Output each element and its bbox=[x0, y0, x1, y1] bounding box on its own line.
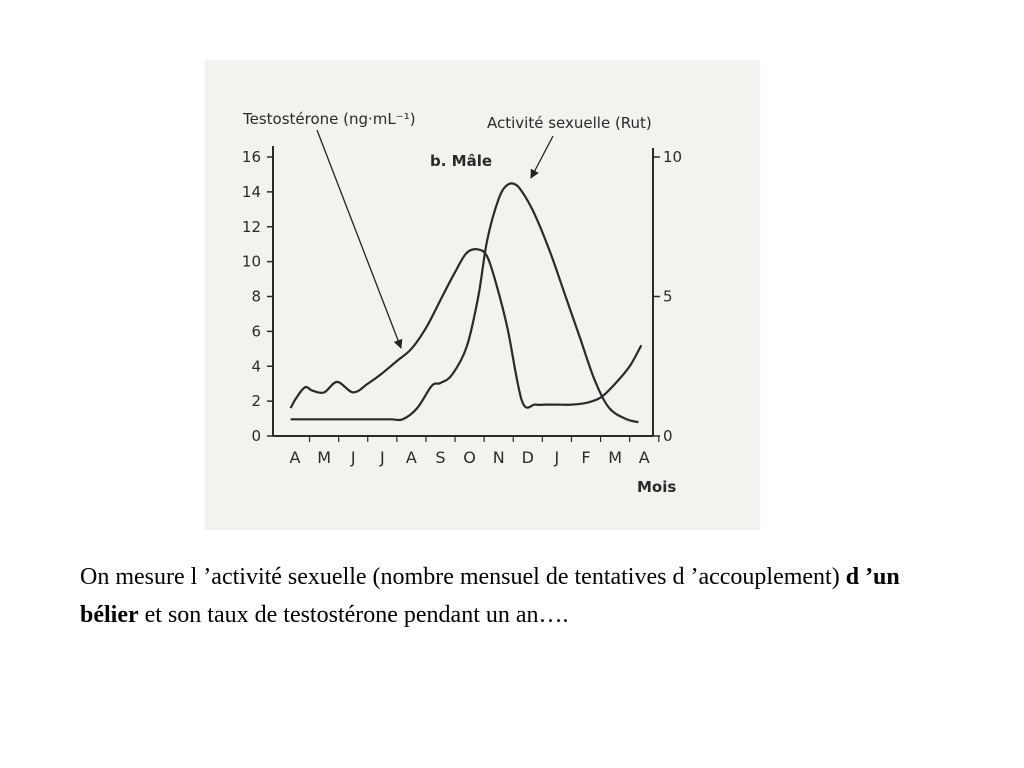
right-tick-label: 0 bbox=[663, 427, 673, 445]
caption-text-2: et son taux de testostérone pendant un an…. bbox=[138, 602, 569, 628]
x-tick-label: M bbox=[608, 448, 623, 467]
caption-text-1: On mesure l ’activité sexuelle (nombre mensuel de tentatives d ’accouplement) bbox=[80, 564, 846, 590]
left-tick-label: 10 bbox=[241, 252, 261, 271]
x-tick-label: J bbox=[350, 448, 356, 467]
x-tick-label: J bbox=[554, 448, 560, 467]
x-tick-label: A bbox=[638, 448, 650, 467]
left-tick-label: 2 bbox=[251, 392, 261, 411]
testosterone-pointer-arrow bbox=[317, 130, 401, 348]
caption-bold-text: d ’un bélier bbox=[80, 564, 900, 628]
left-tick-label: 14 bbox=[241, 182, 261, 201]
caption-paragraph bbox=[80, 558, 960, 634]
right-axis-ticks bbox=[653, 148, 682, 445]
chart-svg bbox=[205, 60, 760, 530]
chart-figure bbox=[205, 60, 760, 530]
left-tick-label: 12 bbox=[241, 217, 261, 236]
x-tick-label: N bbox=[492, 448, 505, 467]
x-tick-label: A bbox=[405, 448, 417, 467]
x-axis-ticks bbox=[290, 436, 659, 467]
x-tick-label: J bbox=[379, 448, 385, 467]
left-axis-ticks bbox=[242, 148, 273, 445]
left-tick-label: 16 bbox=[241, 148, 261, 166]
left-axis-title: Testostérone (ng·mL⁻¹) bbox=[243, 110, 416, 128]
x-tick-label: O bbox=[463, 448, 476, 467]
panel-label: b. Mâle bbox=[430, 152, 493, 170]
x-axis-label: Mois bbox=[637, 478, 677, 496]
x-tick-label: A bbox=[289, 448, 301, 467]
activity-pointer-arrow bbox=[531, 136, 553, 178]
left-tick-label: 0 bbox=[251, 427, 261, 445]
left-tick-label: 4 bbox=[251, 357, 261, 376]
left-tick-label: 6 bbox=[251, 322, 261, 341]
right-tick-label: 5 bbox=[663, 287, 673, 306]
right-axis-title: Activité sexuelle (Rut) bbox=[487, 114, 652, 132]
testosterone-line bbox=[291, 249, 642, 408]
right-tick-label: 10 bbox=[663, 148, 683, 166]
x-tick-label: F bbox=[581, 448, 591, 467]
x-tick-label: S bbox=[435, 448, 446, 467]
x-tick-label: M bbox=[317, 448, 332, 467]
series-group bbox=[291, 183, 642, 422]
left-tick-label: 8 bbox=[251, 287, 261, 306]
x-tick-label: D bbox=[521, 448, 534, 467]
